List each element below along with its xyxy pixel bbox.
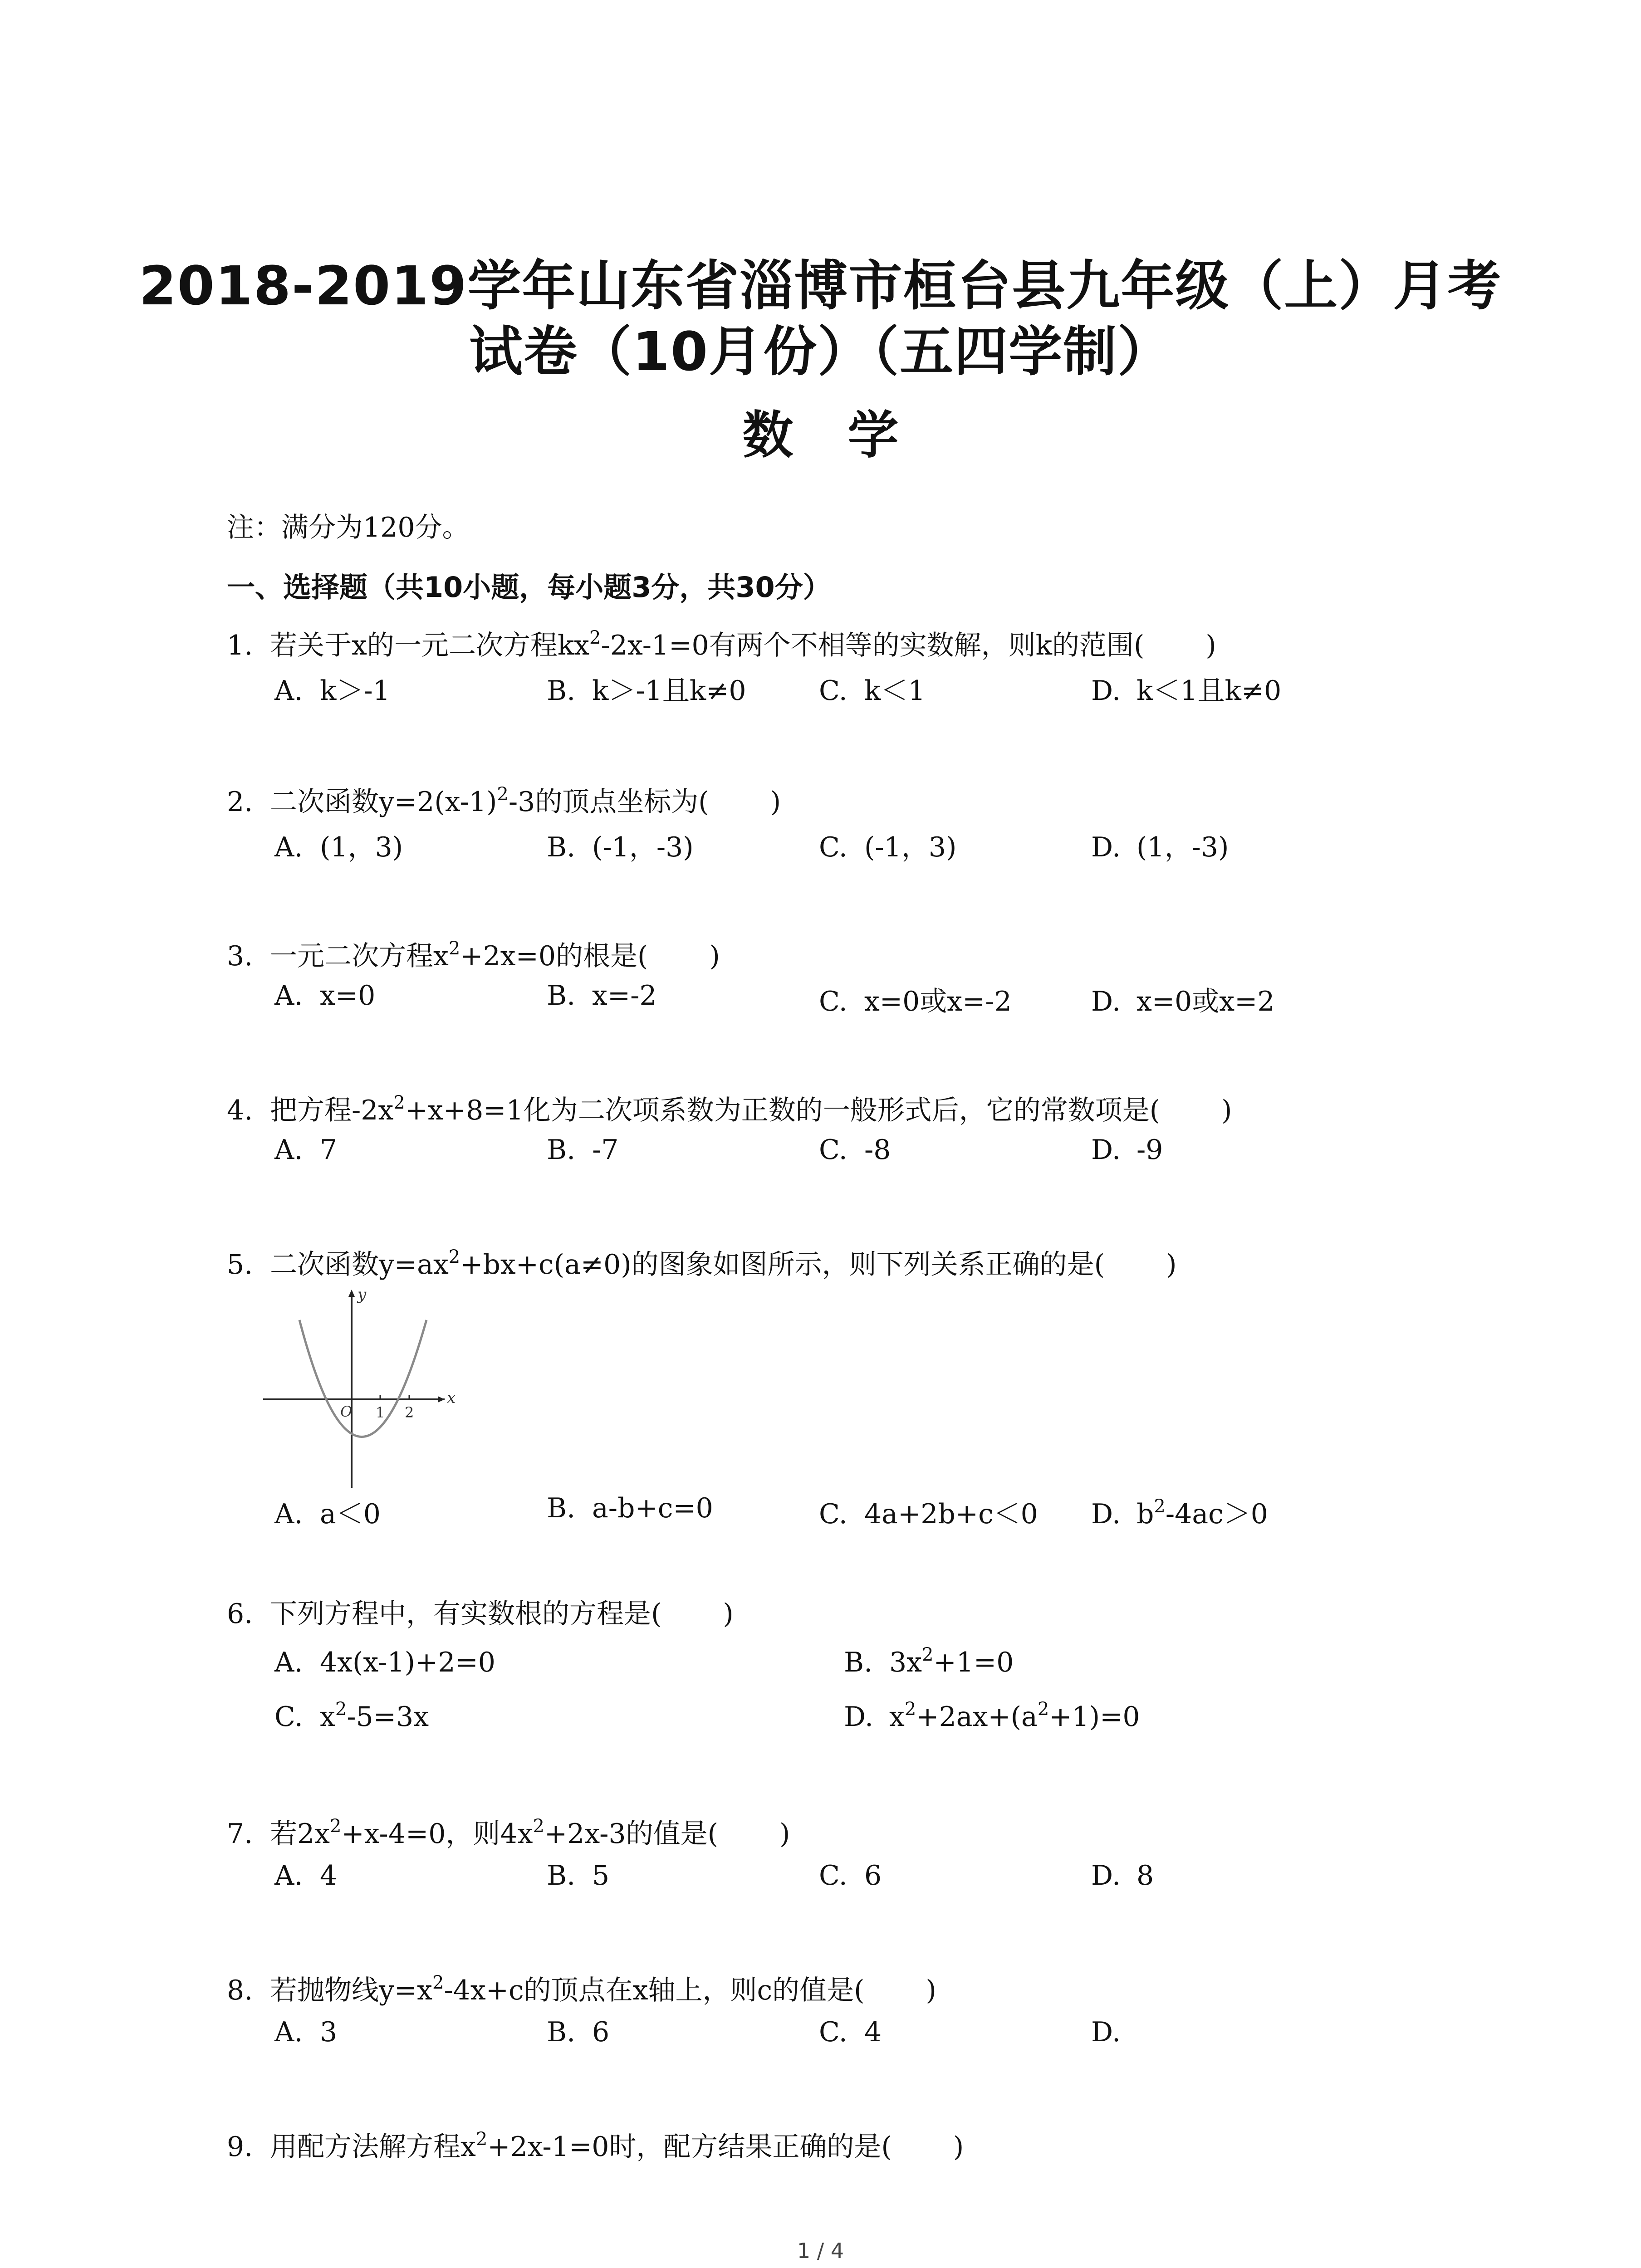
option-b: B. 5 [547, 1860, 610, 1892]
parabola-graph [263, 1286, 463, 1490]
option-a: A. 4x(x-1)+2=0 [274, 1647, 495, 1678]
option-b: B. $3x^2+1=0$ [844, 1644, 1014, 1678]
question-2 [227, 780, 781, 819]
y-axis-label: y [358, 1286, 367, 1304]
option-d: D. (1，-3) [1091, 831, 1229, 863]
question-stem-cont: -4x+c的顶点在x轴上，则c的值是( [444, 1975, 865, 2006]
section-heading: 一、选择题（共10小题，每小题3分，共30分） [227, 571, 831, 604]
question-9 [227, 2125, 964, 2164]
option-c: C. x=0或x=-2 [819, 986, 1012, 1017]
option-a: A. 3 [274, 2016, 338, 2048]
option-b: B. x=-2 [547, 980, 657, 1012]
option-d: D. $x^2+2ax+(a^2+1)=0$ [844, 1699, 1140, 1733]
question-number: 2. [227, 786, 253, 818]
exponent: 2 [533, 1816, 544, 1837]
question-6 [227, 1592, 734, 1631]
option-c: C. (-1，3) [819, 831, 957, 863]
question-stem-cont: -3的顶点坐标为( [508, 786, 709, 818]
question-number: 4. [227, 1095, 253, 1126]
answer-paren-close: ) [770, 786, 781, 818]
answer-paren-close: ) [1166, 1249, 1177, 1281]
question-5 [227, 1243, 1177, 1282]
question-number: 5. [227, 1249, 253, 1281]
option-c: C. k＜1 [819, 675, 926, 707]
option-d: D. $b^2-4ac>0$ [1091, 1496, 1268, 1530]
question-stem: 下列方程中，有实数根的方程是( [270, 1598, 662, 1630]
y-axis-arrow [348, 1290, 355, 1297]
option-d: D. [1091, 2016, 1121, 2048]
option-a: A. (1，3) [274, 831, 403, 863]
question-number: 9. [227, 2131, 253, 2163]
x-axis-label: x [447, 1389, 456, 1407]
option-c: C. 4a+2b+c＜0 [819, 1498, 1038, 1530]
exponent: 2 [589, 627, 601, 648]
option-a: A. a＜0 [274, 1498, 381, 1530]
option-d: D. -9 [1091, 1134, 1163, 1166]
option-b: B. -7 [547, 1134, 619, 1166]
option-b: B. k＞-1且k≠0 [547, 675, 746, 707]
question-stem-cont: +2x-3的值是( [544, 1818, 718, 1850]
option-a: A. 4 [274, 1860, 338, 1892]
question-stem-cont: +x-4=0，则4x [341, 1818, 533, 1850]
question-stem: 一元二次方程x [270, 940, 449, 972]
option-d: D. x=0或x=2 [1091, 986, 1275, 1017]
question-stem-cont: +bx+c(a≠0)的图象如图所示，则下列关系正确的是( [460, 1249, 1105, 1281]
exponent: 2 [330, 1816, 342, 1837]
question-stem: 若关于x的一元二次方程kx [270, 630, 590, 661]
question-number: 7. [227, 1818, 253, 1850]
question-stem-cont: +2x=0的根是( [460, 940, 648, 972]
exam-title-line2: 试卷（10月份）（五四学制） [469, 320, 1172, 383]
question-1 [227, 624, 1216, 663]
tick-label-1: 1 [376, 1404, 385, 1421]
answer-paren-close: ) [1205, 630, 1216, 661]
question-stem: 二次函数y=ax [270, 1249, 449, 1281]
option-d: D. 8 [1091, 1860, 1154, 1892]
question-8 [227, 1969, 936, 2008]
question-number: 3. [227, 940, 253, 972]
option-a: A. 7 [274, 1134, 338, 1166]
option-c: C. $x^2-5=3x$ [274, 1699, 429, 1733]
exponent: 2 [497, 784, 509, 805]
question-3 [227, 934, 720, 973]
exponent: 2 [475, 2129, 488, 2150]
question-stem-cont: +x+8=1化为二次项系数为正数的一般形式后，它的常数项是( [405, 1095, 1161, 1126]
option-b: B. (-1，-3) [547, 831, 694, 863]
exponent: 2 [448, 938, 460, 959]
option-b: B. a-b+c=0 [547, 1492, 713, 1524]
exam-title-line1: 2018-2019学年山东省淄博市桓台县九年级（上）月考 [139, 254, 1502, 317]
option-d: D. k＜1且k≠0 [1091, 675, 1282, 707]
question-stem-cont: -2x-1=0有两个不相等的实数解，则k的范围( [601, 630, 1145, 661]
answer-paren-close: ) [953, 2131, 964, 2163]
answer-paren-close: ) [1221, 1095, 1232, 1126]
answer-paren-close: ) [723, 1598, 734, 1630]
subject-heading: 数学 [742, 406, 953, 465]
question-stem: 二次函数y=2(x-1) [270, 786, 497, 818]
question-stem: 若抛物线y=x [270, 1975, 433, 2006]
page-number: 1 / 4 [797, 2239, 844, 2263]
question-stem-cont: +2x-1=0时，配方结果正确的是( [487, 2131, 892, 2163]
score-note: 注：满分为120分。 [227, 512, 470, 543]
question-4 [227, 1089, 1232, 1128]
question-number: 8. [227, 1975, 253, 2006]
question-stem: 若2x [270, 1818, 330, 1850]
option-c: C. 4 [819, 2016, 882, 2048]
exponent: 2 [448, 1246, 460, 1267]
answer-paren-close: ) [709, 940, 720, 972]
origin-label: O [340, 1403, 353, 1420]
answer-paren-close: ) [779, 1818, 790, 1850]
option-b: B. 6 [547, 2016, 610, 2048]
question-stem: 把方程-2x [270, 1095, 394, 1126]
option-a: A. x=0 [274, 980, 376, 1012]
x-axis-arrow [438, 1396, 445, 1403]
option-c: C. -8 [819, 1134, 891, 1166]
answer-paren-close: ) [926, 1975, 936, 2006]
option-c: C. 6 [819, 1860, 882, 1892]
question-7 [227, 1812, 790, 1851]
question-number: 6. [227, 1598, 253, 1630]
option-a: A. k＞-1 [274, 675, 390, 707]
exponent: 2 [432, 1972, 444, 1993]
tick-label-2: 2 [405, 1404, 414, 1421]
question-stem: 用配方法解方程x [270, 2131, 476, 2163]
question-number: 1. [227, 630, 253, 661]
exponent: 2 [393, 1092, 405, 1113]
